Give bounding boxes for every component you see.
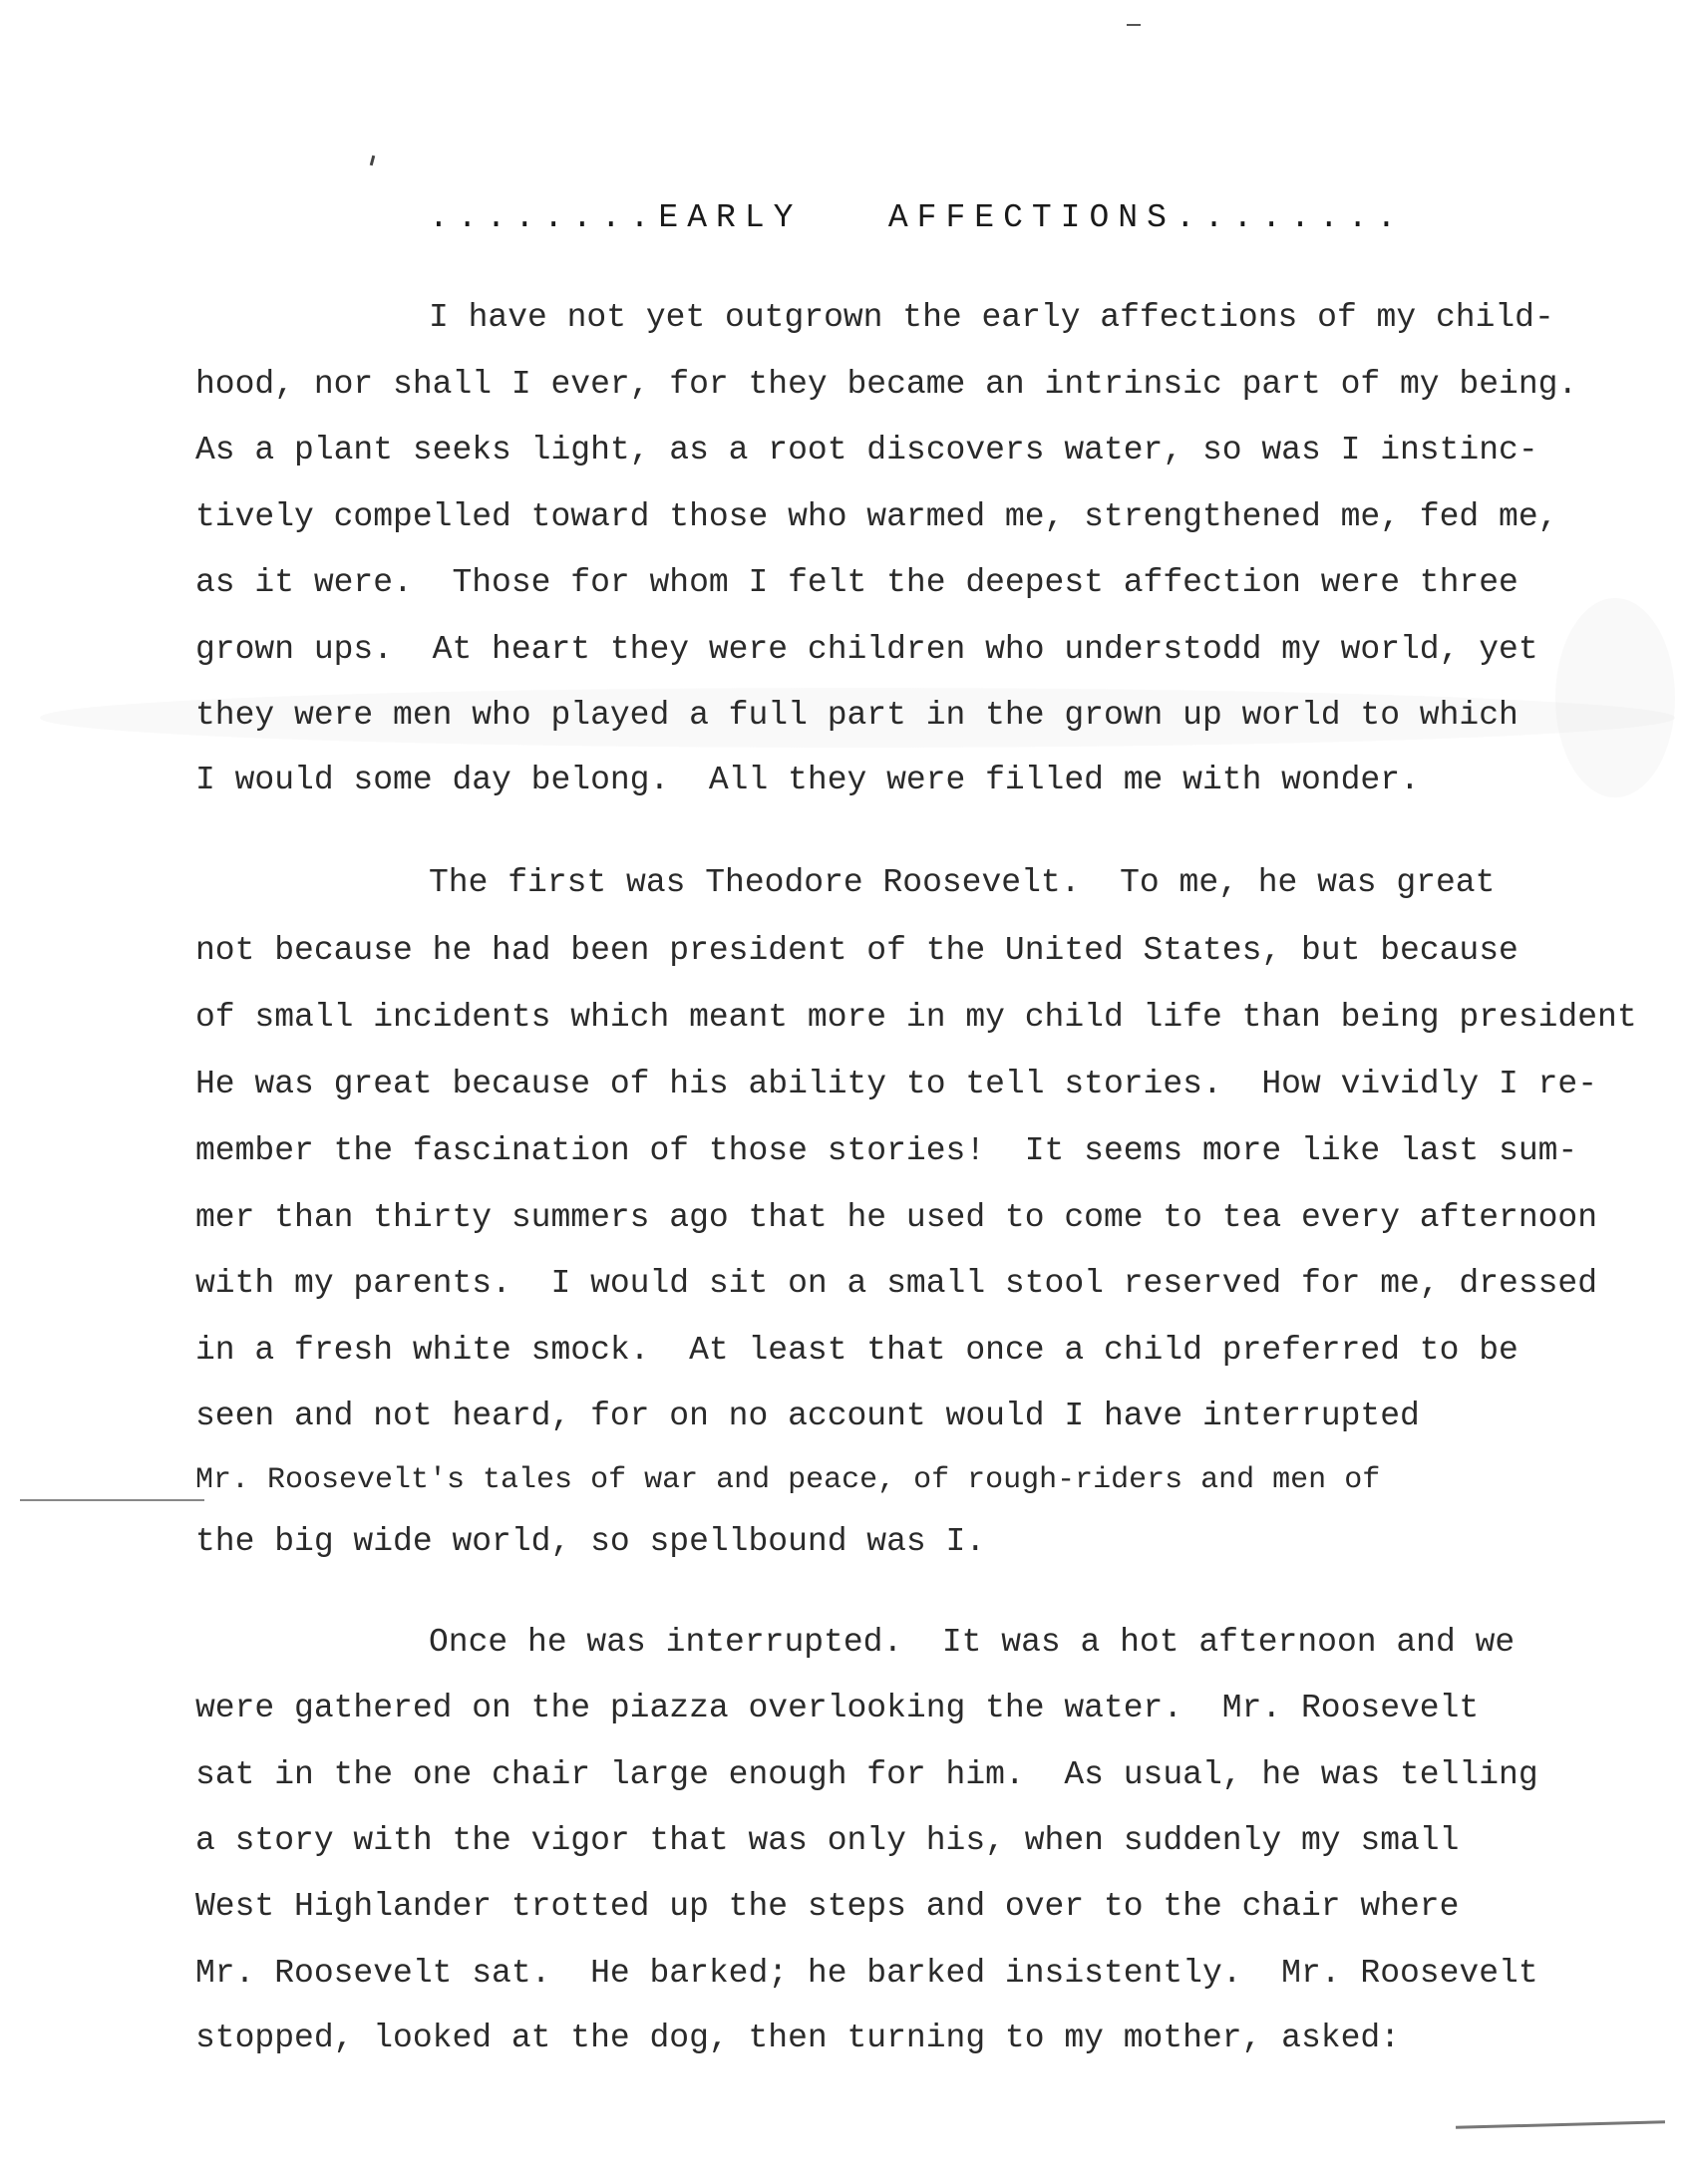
text-line: were gathered on the piazza overlooking the water. Mr. Roosevelt (195, 1690, 1480, 1726)
text-line: as it were. Those for whom I felt the deepest affection were three (195, 564, 1518, 601)
text-line: in a fresh white smock. At least that once a child preferred to be (195, 1332, 1518, 1369)
text-line: the big wide world, so spellbound was I. (195, 1523, 986, 1560)
text-line: Mr. Roosevelt's tales of war and peace, of rough-riders and men of (195, 1463, 1381, 1497)
text-line: grown ups. At heart they were children who understodd my world, yet (195, 631, 1538, 668)
text-line: Once he was interrupted. It was a hot afternoon and we (429, 1624, 1516, 1661)
text-line: of small incidents which meant more in my child life than being president (195, 999, 1637, 1036)
text-line: The first was Theodore Roosevelt. To me, he was great (429, 864, 1496, 901)
text-line: with my parents. I would sit on a small stool reserved for me, dressed (195, 1265, 1598, 1302)
text-line: seen and not heard, for on no account would I have interrupted (195, 1398, 1420, 1434)
text-line: He was great because of his ability to tell stories. How vividly I re- (195, 1066, 1598, 1102)
scan-mark-top (1127, 24, 1141, 26)
scan-smudge (1555, 598, 1675, 797)
text-line: Mr. Roosevelt sat. He barked; he barked insistently. Mr. Roosevelt (195, 1955, 1538, 1992)
text-line: they were men who played a full part in the grown up world to which (195, 697, 1518, 734)
text-line: As a plant seeks light, as a root discovers water, so was I instinc- (195, 432, 1538, 468)
text-line: not because he had been president of the United States, but because (195, 932, 1518, 969)
text-line: West Highlander trotted up the steps and over to the chair where (195, 1888, 1460, 1925)
scan-mark-dot (370, 156, 375, 165)
text-line: mer than thirty summers ago that he used to come to tea every afternoon (195, 1199, 1598, 1236)
text-line: I would some day belong. All they were filled me with wonder. (195, 762, 1420, 798)
scan-mark-left (20, 1499, 204, 1501)
text-line: tively compelled toward those who warmed me, strengthened me, fed me, (195, 498, 1558, 535)
text-line: sat in the one chair large enough for him. As usual, he was telling (195, 1756, 1538, 1793)
scan-mark-bottom (1456, 2120, 1665, 2128)
text-line: member the fascination of those stories! It seems more like last sum- (195, 1132, 1578, 1169)
text-line: stopped, looked at the dog, then turning to my mother, asked: (195, 2020, 1400, 2056)
text-line: a story with the vigor that was only his, when suddenly my small (195, 1822, 1460, 1859)
page-title: ........EARLY AFFECTIONS........ (429, 199, 1406, 236)
text-line: hood, nor shall I ever, for they became an intrinsic part of my being. (195, 366, 1578, 403)
text-line: I have not yet outgrown the early affections of my child- (429, 299, 1554, 336)
